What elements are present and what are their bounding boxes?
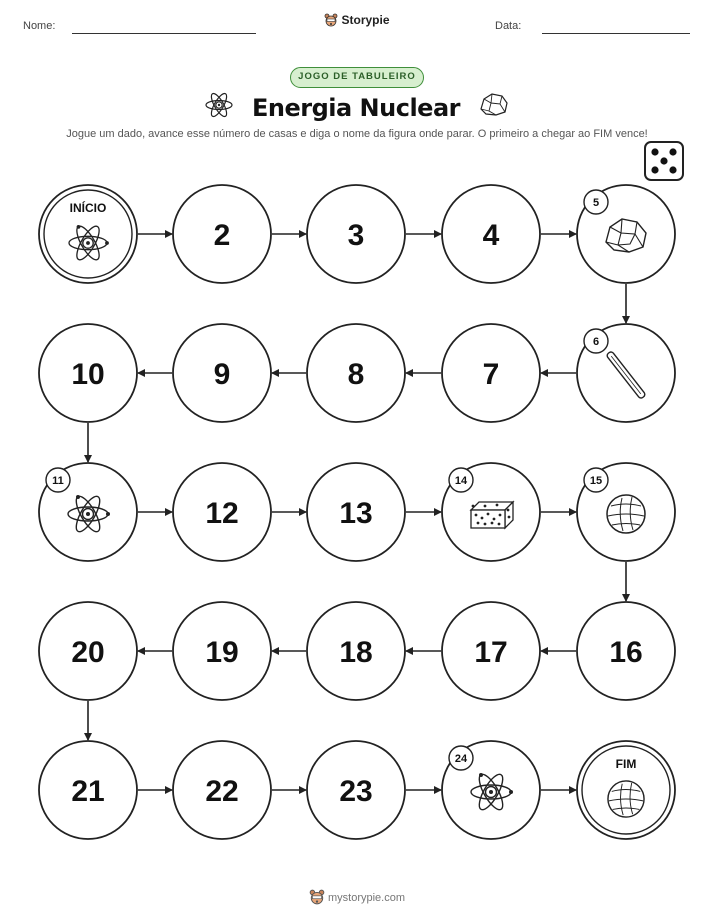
space-number: 13 — [339, 497, 373, 530]
board-space[interactable] — [173, 602, 271, 700]
space-number: 24 — [454, 753, 468, 765]
space-number: 14 — [454, 475, 468, 487]
board-space[interactable] — [173, 463, 271, 561]
space-number: 8 — [347, 358, 365, 391]
space-number: 11 — [52, 475, 64, 487]
board-space[interactable] — [173, 324, 271, 422]
board-space[interactable] — [442, 741, 540, 839]
board-space[interactable] — [39, 185, 137, 283]
board-space[interactable] — [307, 602, 405, 700]
space-number: 6 — [592, 336, 600, 348]
board-space[interactable] — [39, 463, 137, 561]
board-space[interactable] — [577, 741, 675, 839]
space-number: 21 — [71, 775, 105, 808]
space-number: 2 — [213, 219, 231, 252]
board-space[interactable] — [173, 741, 271, 839]
space-number: 10 — [71, 358, 105, 391]
brand-name: Storypie — [341, 13, 390, 27]
name-label: Nome: — [23, 20, 56, 32]
space-number: 9 — [213, 358, 231, 391]
space-number: 23 — [339, 775, 373, 808]
board-space[interactable] — [173, 185, 271, 283]
instructions: Jogue um dado, avance esse número de casas e diga o nome da figura onde parar. O primeiro a chegar ao FIM vence! — [66, 128, 648, 140]
board-space[interactable] — [39, 602, 137, 700]
space-number: 16 — [609, 636, 643, 669]
space-number: 7 — [482, 358, 500, 391]
board-space[interactable] — [442, 324, 540, 422]
start-label: INÍCIO — [69, 201, 107, 215]
space-number: 22 — [205, 775, 239, 808]
board-space[interactable] — [442, 602, 540, 700]
space-number: 15 — [589, 475, 603, 487]
board-space[interactable] — [577, 324, 675, 422]
space-number: 20 — [71, 636, 105, 669]
footer-url: mystorypie.com — [327, 892, 406, 904]
space-number: 5 — [592, 197, 600, 209]
space-number: 19 — [205, 636, 239, 669]
board-space[interactable] — [442, 463, 540, 561]
finish-label: FIM — [615, 757, 637, 771]
board-space[interactable] — [307, 185, 405, 283]
space-circle — [39, 185, 137, 283]
space-number: 3 — [347, 219, 365, 252]
space-number: 4 — [482, 219, 500, 252]
page-title: Energia Nuclear — [252, 93, 460, 122]
footer — [0, 889, 714, 908]
board-space[interactable] — [307, 324, 405, 422]
board-space[interactable] — [442, 185, 540, 283]
board-space[interactable] — [39, 741, 137, 839]
space-number: 17 — [474, 636, 508, 669]
category-badge: JOGO DE TABULEIRO — [290, 67, 424, 88]
date-label: Data: — [495, 20, 522, 32]
board-space[interactable] — [39, 324, 137, 422]
board-space[interactable] — [577, 602, 675, 700]
sphere-icon — [608, 781, 644, 817]
board-space[interactable] — [577, 185, 675, 283]
space-number: 12 — [205, 497, 239, 530]
bear-logo-icon — [309, 889, 325, 908]
space-number: 18 — [339, 636, 373, 669]
board-space[interactable] — [307, 463, 405, 561]
sphere-icon — [607, 495, 645, 533]
board-space[interactable] — [577, 463, 675, 561]
board-space[interactable] — [307, 741, 405, 839]
control-block-icon — [471, 502, 513, 528]
